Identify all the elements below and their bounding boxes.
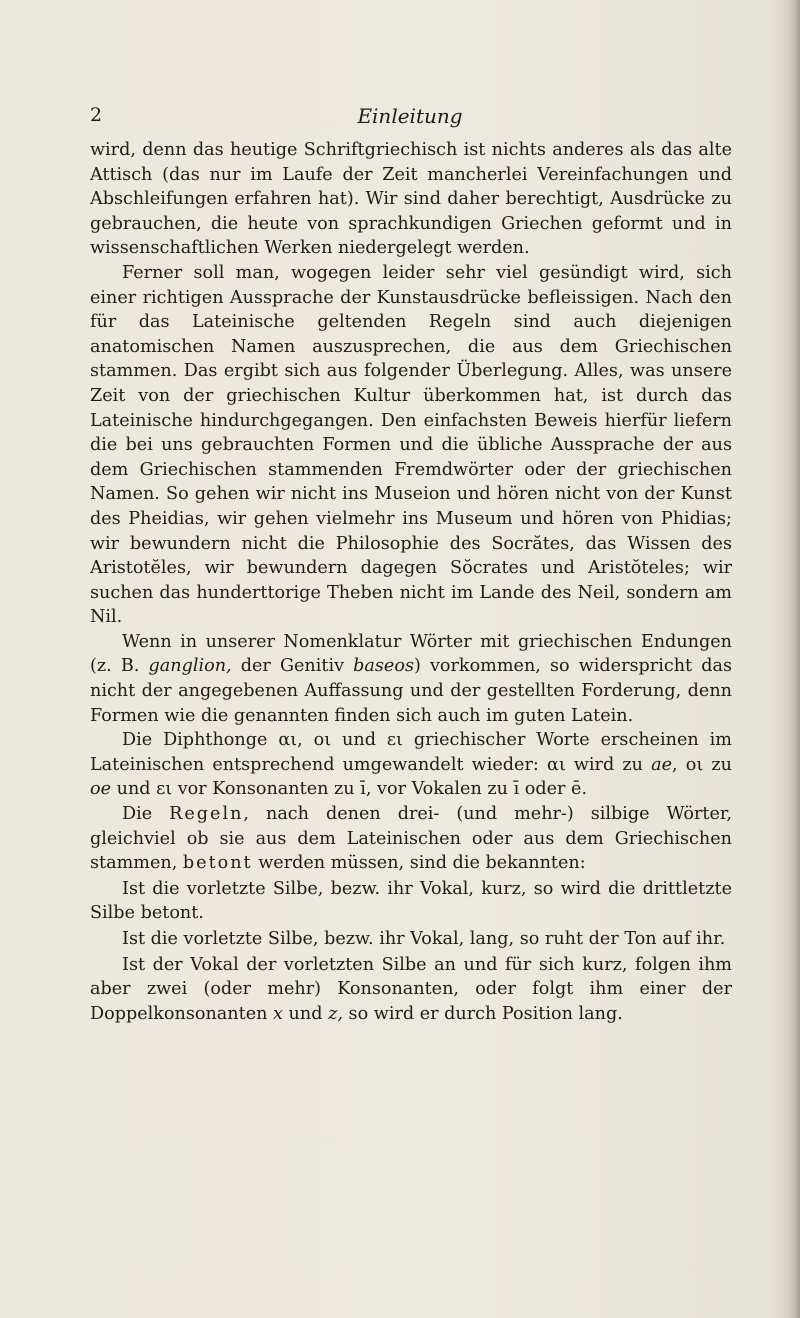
- italic-term: ganglion,: [148, 656, 232, 677]
- italic-term: ae: [651, 754, 673, 775]
- paragraph-1: wird, denn das heutige Schriftgriechisch ist nichts anderes als das alte Attisch (das nur im Laufe der Zeit mancherlei Vereinfachungen und Abschleifungen erfahren hat). Wir sind daher berechtigt, Ausdrücke zu gebrauchen, die heute von sprachkundigen Griechen geformt und in wissenschaftlichen Werken niedergelegt werden.: [90, 140, 732, 259]
- running-title: Einleitung: [357, 104, 463, 128]
- paragraph-5: [90, 802, 732, 876]
- text-run: der Genitiv: [231, 656, 354, 677]
- rule-3: [90, 953, 732, 1027]
- text-run: Wenn in unserer Nomenklatur Wörter mit griechischen Endungen (z. B.: [90, 631, 732, 677]
- italic-term: x: [273, 1003, 283, 1024]
- text-run: und ει vor Konsonanten zu ī, vor Vokalen zu ī oder ē.: [111, 779, 588, 800]
- italic-term: oe: [90, 779, 112, 800]
- italic-term: baseos: [353, 656, 414, 677]
- text-run: Die Diphthonge αι, οι und ει griechischer Worte erscheinen im Lateinischen entsprechend umgewandelt wieder: αι wird zu: [90, 730, 732, 775]
- spaced-term: betont: [182, 853, 253, 874]
- page-number: 2: [90, 104, 103, 126]
- body-text: [90, 138, 732, 1026]
- paragraph-3: [90, 630, 732, 728]
- paragraph-2: Ferner soll man, wogegen leider sehr viel gesündigt wird, sich einer richtigen Aussprache der Kunstausdrücke befleissigen. Nach den für das Lateinische geltenden Regeln sind auch diejenigen anatomischen Namen auszusprechen, die aus dem Griechischen stammen. Das ergibt sich aus folgender Überlegung. Alles, was unsere Zeit von der griechischen Kultur überkommen hat, ist durch das Lateinische hindurchgegangen. Den einfachsten Beweis hierfür liefern die bei uns gebrauchten Formen und die übliche Aussprache der aus dem Griechischen stammenden Fremdwörter oder der griechischen Namen. So gehen wir nicht ins Museion und hören nicht von der Kunst des Pheidias, wir gehen vielmehr ins Museum und hören von Phidias; wir bewundern nicht die Philosophie des Socrătes, das Wissen des Aristotĕles, wir bewundern dagegen Sŏcrates und Aristŏteles; wir suchen das hunderttorige Theben nicht im Lande des Neil, sondern am Nil.: [90, 262, 732, 628]
- page-header: [90, 104, 730, 130]
- text-run: Die: [122, 804, 170, 825]
- italic-term: z,: [328, 1003, 343, 1024]
- text-run: , οι zu: [672, 754, 733, 775]
- rule-1: Ist die vorletzte Silbe, bezw. ihr Vokal, kurz, so wird die drittletzte Silbe betont.: [90, 878, 732, 924]
- rule-2: Ist die vorletzte Silbe, bezw. ihr Vokal, lang, so ruht der Ton auf ihr.: [122, 929, 726, 949]
- page-edge-shadow: [786, 0, 800, 1318]
- text-run: und: [282, 1003, 329, 1024]
- text-run: Ist der Vokal der vorletzten Silbe an und für sich kurz, folgen ihm aber zwei (oder mehr) Konsonanten, oder folgt ihm einer der Doppelkonsonanten: [90, 954, 732, 1024]
- text-run: , nach denen drei- (und mehr-) silbige Wörter, gleichviel ob sie aus dem Lateinischen oder aus dem Griechischen stammen,: [90, 804, 732, 874]
- text-run: so wird er durch Position lang.: [342, 1003, 623, 1024]
- spaced-term: Regeln: [169, 804, 244, 825]
- text-run: ) vorkommen, so widerspricht das nicht der angegebenen Auffassung und der gestellten Forderung, denn Formen wie die genannten finden sich auch im guten Latein.: [90, 656, 732, 726]
- paragraph-4: [90, 728, 732, 802]
- text-run: werden müssen, sind die bekannten:: [252, 853, 586, 874]
